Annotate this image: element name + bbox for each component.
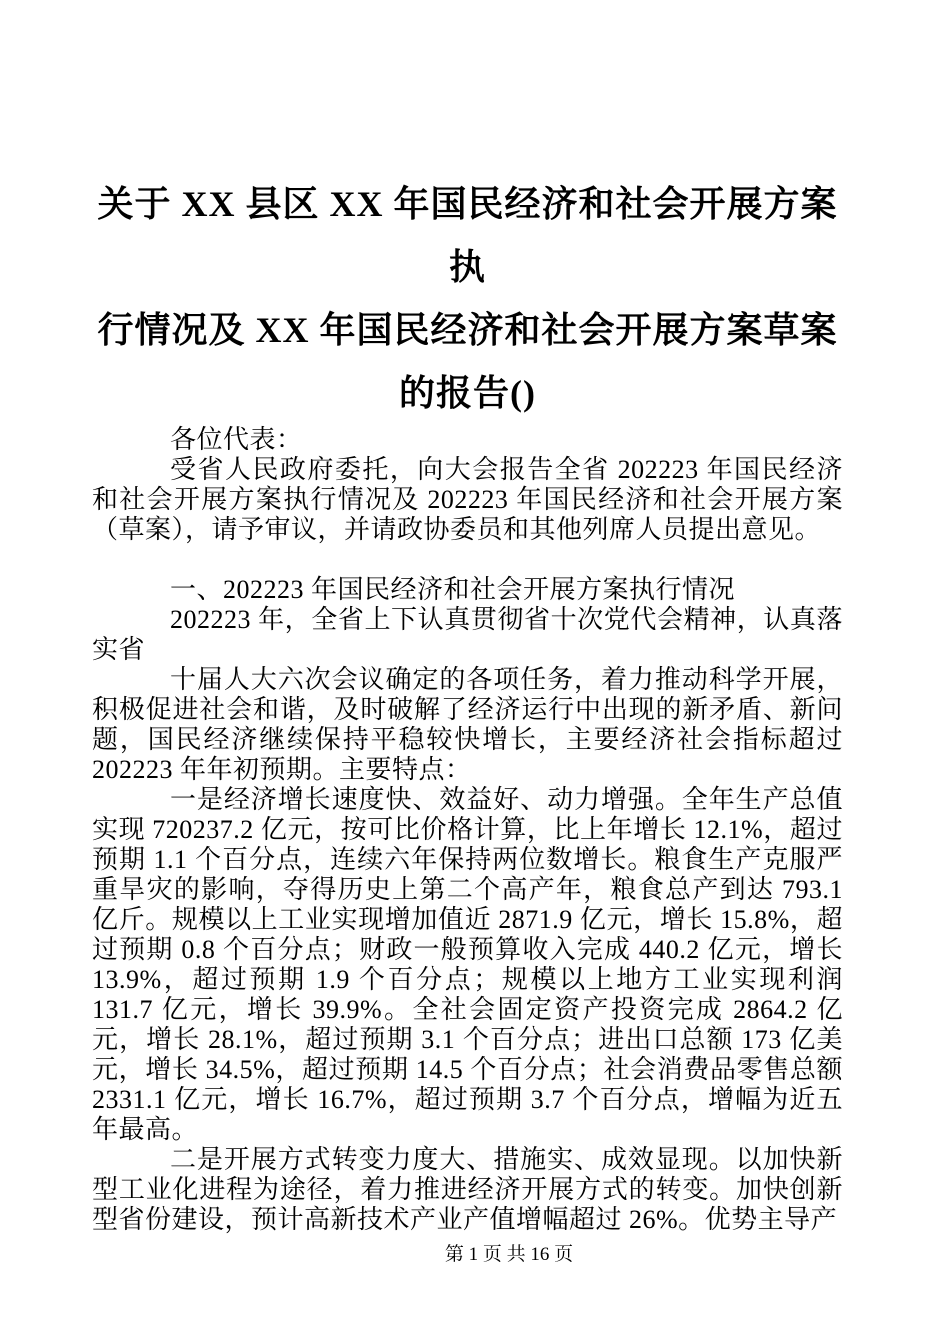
paragraph: 202223 年，全省上下认真贯彻省十次党代会精神，认真落实省 [92,605,843,664]
paragraph: 二是开展方式转变力度大、措施实、成效显现。以加快新型工业化进程为途径，着力推进经济开展方式的转变。加快创新型省份建设，预计高新技术产业产值增幅超过 26%。优势主导产 [92,1145,843,1234]
title-line: 的报告() [399,373,536,413]
paragraph [92,545,843,575]
paragraph: 受省人民政府委托，向大会报告全省 202223 年国民经济和社会开展方案执行情况及 202223 年国民经济和社会开展方案（草案），请予审议，并请政协委员和其他列席人员提出意见。 [92,455,843,544]
paragraph: 一、202223 年国民经济和社会开展方案执行情况 [170,575,736,604]
paragraph: 十届人大六次会议确定的各项任务，着力推动科学开展，积极促进社会和谐，及时破解了经济运行中出现的新矛盾、新问题，国民经济继续保持平稳较快增长，主要经济社会指标超过 202223 年年初预期。主要特点： [92,665,843,784]
paragraph: 一是经济增长速度快、效益好、动力增强。全年生产总值实现 720237.2 亿元，按可比价格计算，比上年增长 12.1%，超过预期 1.1 个百分点，连续六年保持两位数增长。粮食生产克服严重旱灾的影响，夺得历史上第二个高产年，粮食总产到达 793.1 亿斤。规模以上工业实现增加值近 2871.9 亿元，增长 15.8%，超过预期 0.8 个百分点；财政一般预算收入完成 440.2 亿元，增长 13.9%，超过预期 1.9 个百分点；规模以上地方工业实现利润 131.7 亿元，增长 39.9%。全社会固定资产投资完成 2864.2 亿元，增长 28.1%，超过预期 3.1 个百分点；进出口总额 173 亿美元，增长 34.5%，超过预期 14.5 个百分点；社会消费品零售总额 2331.1 亿元，增长 16.7%，超过预期 3.7 个百分点，增幅为近五年最高。 [92,785,843,1144]
title-line: 行情况及 XX 年国民经济和社会开展方案草案 [97,310,838,350]
paragraph: 各位代表： [170,425,303,454]
title-line: 关于 XX 县区 XX 年国民经济和社会开展方案执 [97,184,838,287]
page-number-label: 第 1 页 共 16 页 [444,1244,574,1265]
document-title [92,173,843,425]
document-body [92,425,843,1235]
document-content [92,173,843,1235]
page-footer [0,1243,950,1267]
